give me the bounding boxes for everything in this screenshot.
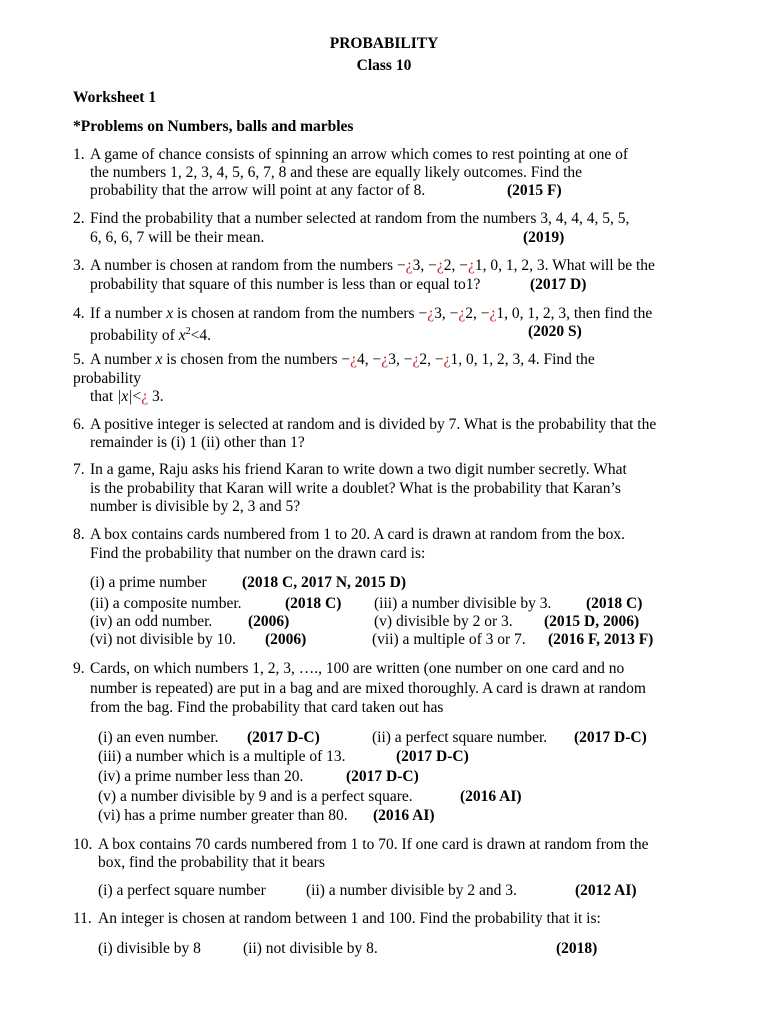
year-tag: (2006) <box>248 613 290 630</box>
question-number: 4. <box>73 305 85 322</box>
variable-x: x <box>178 327 186 345</box>
inverted-question-mark: ¿ <box>436 257 444 274</box>
year-tag: (2016 AI) <box>373 807 435 824</box>
year-tag: (2015 F) <box>507 182 562 199</box>
sub-question: (vii) a multiple of 3 or 7. <box>372 631 526 648</box>
inverted-question-mark: ¿ <box>381 351 389 368</box>
inverted-question-mark: ¿ <box>443 351 451 368</box>
sub-question: (ii) not divisible by 8. <box>243 940 378 957</box>
text-part: probability of <box>90 327 179 345</box>
year-tag: (2020 S) <box>528 323 582 340</box>
sub-question: (iv) an odd number. <box>90 613 213 630</box>
inverted-question-mark: ¿ <box>427 305 435 322</box>
sub-question: (vi) not divisible by 10. <box>90 631 236 648</box>
question-text: number is divisible by 2, 3 and 5? <box>90 498 301 515</box>
question-text: the numbers 1, 2, 3, 4, 5, 6, 7, 8 and these are equally likely outcomes. Find the <box>90 164 583 181</box>
exponent: 2 <box>185 326 191 337</box>
variable-x: x <box>155 351 163 368</box>
absolute-value: |x| <box>117 388 133 405</box>
year-tag: (2017 D) <box>530 276 587 293</box>
sub-question: (ii) a composite number. <box>90 595 242 612</box>
year-tag: (2017 D-C) <box>346 768 419 785</box>
year-tag: (2018 C, 2017 N, 2015 D) <box>242 574 407 591</box>
year-tag: (2017 D-C) <box>247 729 320 746</box>
negative-number: −¿4 <box>341 351 365 368</box>
inverted-question-mark: ¿ <box>405 257 413 274</box>
question-text: A game of chance consists of spinning an arrow which comes to rest pointing at one of <box>90 146 629 163</box>
text-part: is chosen from the numbers <box>162 351 342 368</box>
question-text: remainder is (i) 1 (ii) other than 1? <box>90 434 305 451</box>
question-text: number is repeated) are put in a bag and are mixed thoroughly. A card is drawn at random <box>90 680 646 697</box>
year-tag: (2015 D, 2006) <box>544 613 640 630</box>
sub-question: (v) a number divisible by 9 and is a perfect square. <box>98 788 413 805</box>
sub-question: (ii) a number divisible by 2 and 3. <box>306 882 517 899</box>
text-part: , 0, 1, 2, 3, 4. Find the <box>458 351 595 368</box>
question-number: 1. <box>73 146 85 163</box>
year-tag: (2006) <box>265 631 307 648</box>
sub-question: (iii) a number which is a multiple of 13. <box>98 748 346 765</box>
sub-question: (v) divisible by 2 or 3. <box>374 613 513 630</box>
sub-question: (i) divisible by 8 <box>98 940 201 957</box>
negative-number: −¿3 <box>396 257 421 274</box>
question-text: If a number x is chosen at random from the numbers −¿3, −¿2, −¿1, 0, 1, 2, 3, then find the <box>90 305 653 322</box>
negative-number: −¿1 <box>459 257 483 274</box>
year-tag: (2019) <box>523 229 565 246</box>
negative-number: −¿2 <box>449 305 473 322</box>
question-number: 7. <box>73 461 85 478</box>
text-part: is chosen at random from the numbers <box>173 305 419 322</box>
sub-question: (vi) has a prime number greater than 80. <box>98 807 348 824</box>
year-tag: (2018) <box>556 940 598 957</box>
question-number: 11. <box>73 910 92 927</box>
question-text: Cards, on which numbers 1, 2, 3, …., 100 are written (one number on one card and no <box>90 660 625 677</box>
question-text: A positive integer is selected at random and is divided by 7. What is the probability that the <box>90 416 657 433</box>
question-text: In a game, Raju asks his friend Karan to write down a two digit number secretly. What <box>90 461 627 478</box>
question-number: 8. <box>73 526 85 543</box>
inverted-question-mark: ¿ <box>467 257 475 274</box>
question-text <box>90 387 164 407</box>
question-text: probability that square of this number is less than or equal to1? <box>90 276 481 293</box>
question-text <box>90 322 211 346</box>
year-tag: (2016 AI) <box>460 788 522 805</box>
negative-number: −¿3 <box>372 351 396 368</box>
text-part: , 0, 1, 2, 3. What will be the <box>482 257 655 274</box>
question-number: 3. <box>73 257 85 274</box>
year-tag: (2017 D-C) <box>396 748 469 765</box>
year-tag: (2016 F, 2013 F) <box>548 631 654 648</box>
text-part: If a number <box>90 305 167 322</box>
question-text: is the probability that Karan will write a doublet? What is the probability that Karan’s <box>90 480 621 497</box>
question-text: A box contains cards numbered from 1 to 20. A card is drawn at random from the box. <box>90 526 626 543</box>
page-title: PROBABILITY <box>329 35 439 52</box>
question-text: Find the probability that number on the drawn card is: <box>90 545 426 562</box>
negative-number: −¿2 <box>403 351 428 368</box>
question-text: An integer is chosen at random between 1 and 100. Find the probability that it is: <box>98 910 601 927</box>
negative-number: −¿3 <box>418 305 442 322</box>
question-text: from the bag. Find the probability that card taken out has <box>90 699 444 716</box>
question-text: A number is chosen at random from the numbers −¿3, −¿2, −¿1, 0, 1, 2, 3. What will be the <box>90 257 655 274</box>
text-part: that <box>90 388 118 405</box>
question-number: 6. <box>73 416 85 433</box>
text-part: 3. <box>148 388 164 405</box>
question-text: Find the probability that a number selected at random from the numbers 3, 4, 4, 4, 5, 5, <box>90 210 630 227</box>
question-number: 5. <box>73 351 85 368</box>
text-part: <4. <box>190 327 211 345</box>
sub-question: (iii) a number divisible by 3. <box>374 595 552 612</box>
inverted-question-mark: ¿ <box>350 351 358 368</box>
inverted-question-mark: ¿ <box>458 305 466 322</box>
negative-number: −¿1 <box>434 351 459 368</box>
year-tag: (2017 D-C) <box>574 729 647 746</box>
sub-question: (i) a prime number <box>90 574 207 591</box>
text-part: , 0, 1, 2, 3, then find the <box>504 305 653 322</box>
worksheet-heading: Worksheet 1 <box>73 89 157 106</box>
question-number: 9. <box>73 660 85 677</box>
question-text: A number x is chosen from the numbers −¿4, −¿3, −¿2, −¿1, 0, 1, 2, 3, 4. Find the <box>90 351 595 368</box>
section-heading: *Problems on Numbers, balls and marbles <box>73 118 354 135</box>
text-part: A number <box>90 351 156 368</box>
question-text: box, find the probability that it bears <box>98 854 325 871</box>
sub-question: (i) an even number. <box>98 729 219 746</box>
negative-number: −¿1 <box>480 305 505 322</box>
question-text: 6, 6, 6, 7 will be their mean. <box>90 229 265 246</box>
question-number: 2. <box>73 210 85 227</box>
year-tag: (2012 AI) <box>575 882 637 899</box>
inverted-question-mark: ¿ <box>489 305 497 322</box>
year-tag: (2018 C) <box>285 595 342 612</box>
question-text: probability <box>73 370 142 387</box>
less-than: < <box>132 388 142 405</box>
year-tag: (2018 C) <box>586 595 643 612</box>
inverted-question-mark: ¿ <box>412 351 420 368</box>
question-text: A box contains 70 cards numbered from 1 to 70. If one card is drawn at random from the <box>98 836 649 853</box>
negative-number: −¿2 <box>428 257 452 274</box>
inverted-question-mark: ¿ <box>141 388 149 405</box>
question-text: probability that the arrow will point at any factor of 8. <box>90 182 426 199</box>
question-number: 10. <box>73 836 93 853</box>
variable-x: x <box>166 305 174 322</box>
sub-question: (ii) a perfect square number. <box>372 729 548 746</box>
sub-question: (i) a perfect square number <box>98 882 266 899</box>
sub-question: (iv) a prime number less than 20. <box>98 768 304 785</box>
text-part: A number is chosen at random from the numbers <box>90 257 397 274</box>
page-subtitle: Class 10 <box>356 57 412 74</box>
